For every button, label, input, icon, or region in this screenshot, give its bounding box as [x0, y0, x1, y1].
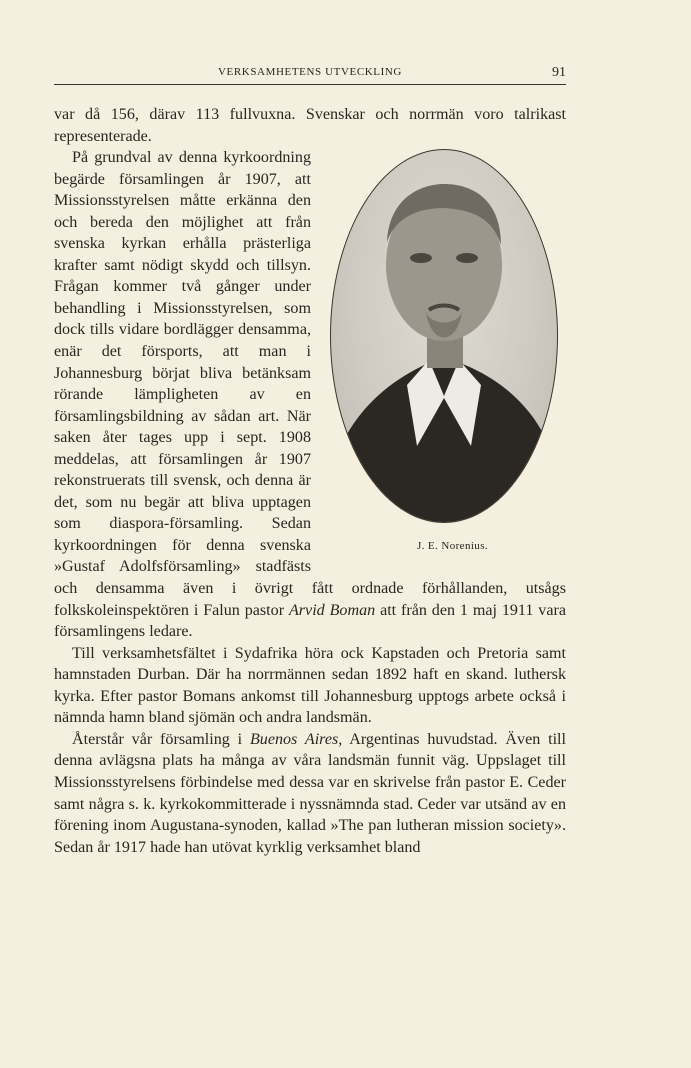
running-title: VERKSAMHETENS UTVECKLING	[218, 66, 402, 78]
paragraph-2	[54, 147, 566, 643]
portrait-caption: J. E. Norenius.	[416, 540, 489, 553]
portrait-oval	[330, 149, 558, 523]
portrait-float	[321, 147, 566, 563]
paragraph-4	[54, 729, 566, 858]
portrait-photo	[331, 150, 557, 522]
page-number: 91	[552, 65, 566, 80]
page-header	[54, 66, 566, 85]
paragraph-4-start: Återstår vår församling i	[72, 730, 243, 748]
paragraph-1: var då 156, därav 113 fullvuxna. Svenskar och norrmän voro talrikast representerade.	[54, 106, 566, 145]
paragraph-2-text: På grundval av denna kyrkoordning begärde församlingen år 1907, att Missionsstyrelsen måtte erkänna den och bereda den möjlighet att från svenska kyrkan erhålla prästerliga krafter samt nödigt skydd och tillsyn. Frågan kommer två gånger under behandling i Missionsstyrelsen, som dock tills vidare bordlägger densamma, enär det försports, att man i Johannesburg börjat bliva betänksam rörande lämpligheten av en församlingsbildning av sådan art. När saken åter tages upp i sept. 1908 meddelas, att församlingen år 1907 rekonstruerats till svensk, och denna är det, som nu begär att bliva upptagen som diaspora-församling. Sedan kyrkoordningen för denna svenska »Gustaf Adolfsförsamling» stadfästs och densamma även i övrigt fått ordnade förhållanden, utsågs folkskoleinspektören i Falun pastor	[54, 149, 566, 619]
paragraph-2-end: att från den 1 maj 1911 vara församlingens ledare.	[54, 601, 566, 641]
name-arvid-boman: Arvid Boman	[288, 601, 376, 619]
paragraph-3: Till verksamhetsfältet i Sydafrika höra ock Kapstaden och Pretoria samt hamnstaden Durban. Där ha norrmännen sedan 1892 haft en skand. luthersk kyrka. Efter pastor Bomans ankomst till Johannesburg upptogs arbete också i nämnda hamn bland sjömän och andra landsmän.	[54, 644, 566, 727]
paragraph-4-rest: Argentinas huvudstad. Även till denna avlägsna plats ha många av våra landsmän funnit väg. Uppslaget till Missionsstyrelsens förbindelse med dessa var en skrivelse från pastor E. Ceder samt några s. k. kyrkokommitterade i nyssnämnda stad. Ceder var utsänd av en förening inom Augustana-synoden, kallad »The pan lutheran mission society». Sedan år 1917 hade han utövat kyrklig verksamhet bland	[54, 730, 566, 856]
place-buenos-aires: Buenos Aires,	[249, 730, 343, 748]
main-text	[54, 104, 566, 858]
